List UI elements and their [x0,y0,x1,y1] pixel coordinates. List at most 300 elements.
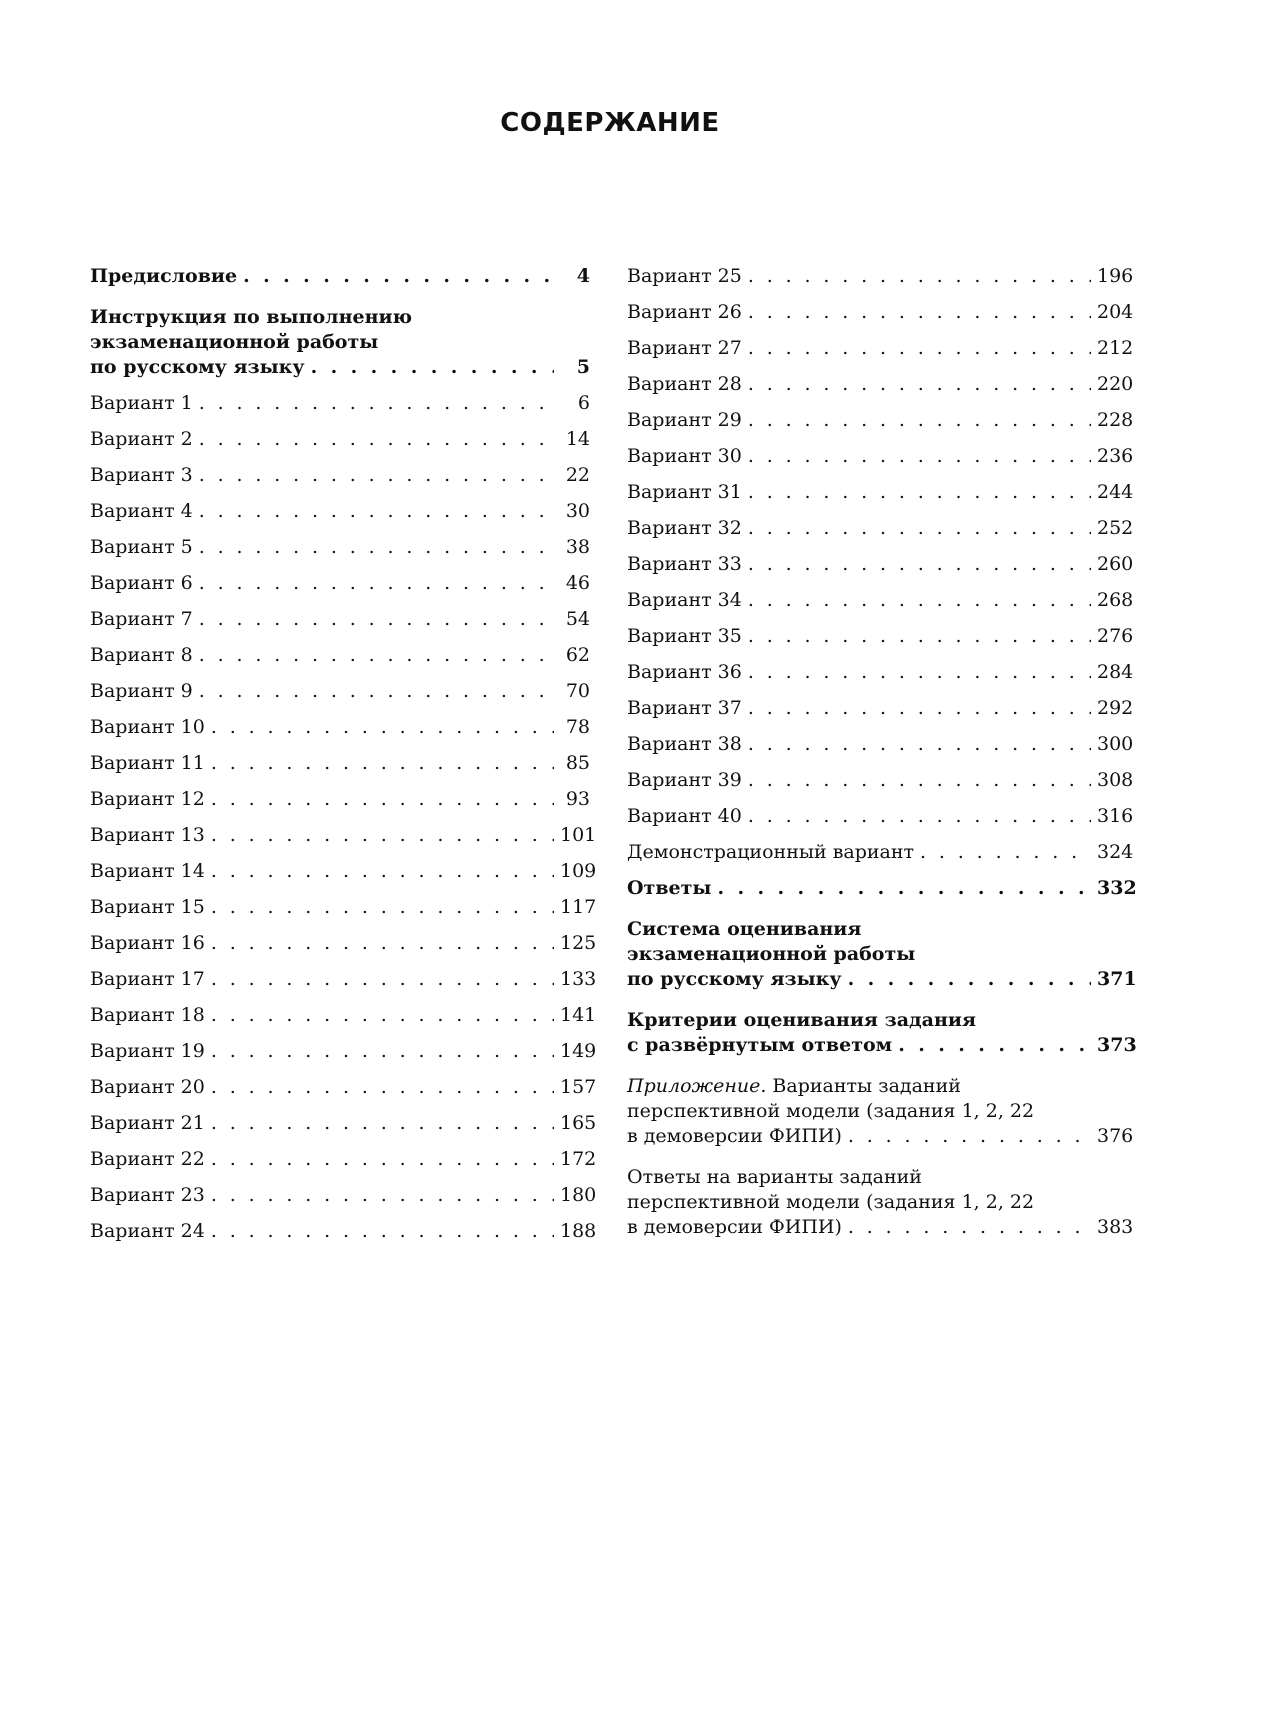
toc-entry-text-part: по русскому языку [627,968,842,990]
toc-entry-last-line [627,624,1134,649]
toc-entry [90,787,590,812]
page-number: 212 [1097,337,1134,359]
toc-entry-text [627,624,742,649]
dot-leader [748,732,1091,757]
dot-leader [199,535,554,560]
toc-entry [627,732,1134,757]
toc-entry-text-part: Вариант 29 [627,409,742,431]
dot-leader [211,967,554,992]
toc-entry-text [90,427,193,452]
toc-entry-last-line [627,480,1134,505]
toc-entry-text [627,804,742,829]
dot-leader [211,787,554,812]
toc-entry [90,1075,597,1100]
dot-leader [748,408,1091,433]
dot-leader [211,1183,554,1208]
page-number: 276 [1097,625,1134,647]
toc-entry-text-part: Вариант 31 [627,481,742,503]
toc-entry-line [627,917,1127,942]
toc-entry-text [627,696,742,721]
dot-leader [243,264,554,289]
toc-entry-text-part: Вариант 14 [90,860,205,882]
toc-entry-text-part: Вариант 26 [627,301,742,323]
toc-entry-text-part: Вариант 17 [90,968,205,990]
dot-leader [199,463,554,488]
page-number: 46 [565,572,590,594]
toc-entry-text-part: Вариант 5 [90,536,193,558]
toc-entry [627,696,1134,721]
dot-leader [211,1039,554,1064]
page-number: 284 [1097,661,1134,683]
toc-entry-text-part: Вариант 20 [90,1076,205,1098]
dot-leader [748,372,1091,397]
dot-leader [199,391,554,416]
toc-entry-text [90,463,193,488]
toc-entry-text-part: Демонстрационный вариант [627,841,915,863]
toc-entry-last-line [90,1183,597,1208]
toc-entry-text-part: Вариант 32 [627,517,742,539]
dot-leader [920,840,1091,865]
page-number: 78 [565,716,590,738]
toc-entry [90,463,590,488]
page-number: 324 [1097,841,1134,863]
dot-leader [211,715,554,740]
dot-leader [199,571,554,596]
toc-entry-text-part: Вариант 18 [90,1004,205,1026]
toc-entry-last-line [627,1033,1137,1058]
dot-leader [748,516,1091,541]
toc-entry-text [90,823,205,848]
toc-entry-text-part: Вариант 3 [90,464,193,486]
toc-entry-text-part: с развёрнутым ответом [627,1034,893,1056]
dot-leader [748,696,1091,721]
toc-entry-text-part: экзаменационной работы [627,943,916,965]
toc-entry-text [90,931,205,956]
toc-entry-text-part: Вариант 13 [90,824,205,846]
dot-leader [311,355,554,380]
dot-leader [848,1124,1091,1149]
toc-entry-text [627,943,915,965]
toc-entry [90,967,597,992]
toc-entry-text [627,1033,892,1058]
toc-entry-text-part: Ответы на варианты заданий [627,1166,922,1188]
toc-entry-text [627,918,861,940]
toc-entry-last-line [627,516,1134,541]
toc-entry-text [90,1111,205,1136]
toc-entry [90,427,590,452]
toc-entry-text [627,516,742,541]
toc-entry [627,300,1134,325]
toc-entry [627,1008,1137,1058]
toc-entry [90,535,590,560]
page-number: 109 [560,860,597,882]
page-number: 268 [1097,589,1134,611]
toc-entry-text [627,372,742,397]
toc-entry [627,660,1134,685]
toc-entry-text-part: Вариант 6 [90,572,193,594]
dot-leader [211,895,554,920]
dot-leader [211,1003,554,1028]
dot-leader [211,1147,554,1172]
toc-entry-text-part: Вариант 39 [627,769,742,791]
page-number: 101 [560,824,597,846]
toc-entry-text [90,499,193,524]
toc-entry-line [627,1099,1127,1124]
dot-leader [748,588,1091,613]
toc-entry-text [90,1219,205,1244]
toc-entry-text-part: Вариант 2 [90,428,193,450]
toc-entry-text-part: Вариант 28 [627,373,742,395]
dot-leader [748,264,1091,289]
toc-entry-last-line [627,840,1134,865]
toc-entry-last-line [90,931,597,956]
toc-entry-text [90,306,412,328]
dot-leader [199,607,554,632]
toc-entry-text [90,1075,205,1100]
toc-entry-text [627,408,742,433]
toc-entry-last-line [90,264,590,289]
toc-entry-text-part: Вариант 4 [90,500,193,522]
page-number: 220 [1097,373,1134,395]
toc-entry-text-part: Инструкция по выполнению [90,306,413,328]
toc-entry-last-line [90,1039,597,1064]
toc-entry [627,408,1134,433]
toc-entry [90,499,590,524]
dot-leader [211,1111,554,1136]
toc-entry-text-part: Предисловие [90,265,238,287]
page-number: 180 [560,1184,597,1206]
toc-entry-text [627,660,742,685]
toc-entry-text-part: Вариант 16 [90,932,205,954]
toc-entry-text [90,643,193,668]
toc-entry [90,571,590,596]
toc-entry-line [627,1165,1127,1190]
toc-entry-text [627,336,742,361]
toc-entry [90,1039,597,1064]
toc-entry [627,372,1134,397]
toc-entry-line [627,942,1127,967]
toc-entry-line [627,1074,1127,1099]
toc-entry [627,917,1137,992]
dot-leader [748,660,1091,685]
page-number: 125 [560,932,597,954]
toc-entry [627,588,1134,613]
page-number: 70 [565,680,590,702]
toc-entry-text [627,480,742,505]
toc-entry-text-part: Вариант 23 [90,1184,205,1206]
dot-leader [748,552,1091,577]
toc-entry-text-part: в демоверсии ФИПИ) [627,1216,842,1238]
toc-entry-last-line [627,876,1137,901]
toc-entry [627,552,1134,577]
toc-entry-text-part: Вариант 33 [627,553,742,575]
page-number: 85 [565,752,590,774]
page-number: 141 [560,1004,597,1026]
toc-entry-last-line [90,535,590,560]
page-number: 316 [1097,805,1134,827]
toc-entry-text [90,679,193,704]
page-number: 93 [565,788,590,810]
dot-leader [199,427,554,452]
toc-entry-text [627,1191,1034,1213]
toc-entry-last-line [90,1111,597,1136]
toc-entry-last-line [90,1219,597,1244]
page-number: 157 [560,1076,597,1098]
toc-entry-text [627,300,742,325]
toc-entry [90,643,590,668]
toc-entry-last-line [90,1003,597,1028]
toc-entry-last-line [627,372,1134,397]
dot-leader [211,859,554,884]
toc-entry [90,859,597,884]
dot-leader [848,1215,1091,1240]
toc-entry-text-part: Вариант 30 [627,445,742,467]
page-number: 133 [560,968,597,990]
page-number: 188 [560,1220,597,1242]
toc-entry-text [90,1147,205,1172]
toc-entry-last-line [627,552,1134,577]
toc-entry-text-part: Вариант 35 [627,625,742,647]
toc-entry-last-line [627,336,1134,361]
page-number: 38 [565,536,590,558]
dot-leader [748,624,1091,649]
toc-entry-last-line [627,264,1134,289]
toc-entry-text-part: Вариант 10 [90,716,205,738]
toc-entry-last-line [90,607,590,632]
toc-entry-text [627,264,742,289]
toc-entry-last-line [627,300,1134,325]
page-number: 371 [1097,968,1137,990]
toc-entry-text [90,715,205,740]
toc-entry-text-part: перспективной модели (задания 1, 2, 22 [627,1191,1035,1213]
toc-entry-line [90,330,590,355]
toc-entry-text [627,1075,961,1097]
page-number: 376 [1097,1125,1134,1147]
toc-entry-text-part: Вариант 1 [90,392,193,414]
toc-entry-text [627,876,711,901]
toc-entry-text [90,264,237,289]
page-number: 196 [1097,265,1134,287]
toc-entry [90,305,590,380]
toc-entry-last-line [90,679,590,704]
toc-entry-last-line [90,463,590,488]
toc-entry-last-line [627,1124,1134,1149]
dot-leader [848,967,1091,992]
toc-entry-italic-lead: Приложение [627,1075,761,1097]
toc-entry-last-line [90,823,597,848]
toc-entry [90,1147,597,1172]
toc-entry-text [627,552,742,577]
toc-entry-last-line [627,408,1134,433]
toc-entry-text-part: Вариант 27 [627,337,742,359]
page-number: 260 [1097,553,1134,575]
toc-entry [90,751,590,776]
toc-entry-last-line [90,1075,597,1100]
toc-entry [90,1003,597,1028]
toc-entry [627,804,1134,829]
toc-entry-text-part: в демоверсии ФИПИ) [627,1125,842,1147]
toc-entry-last-line [627,967,1137,992]
dot-leader [748,444,1091,469]
toc-entry-text-part: Вариант 25 [627,265,742,287]
toc-entry-last-line [627,444,1134,469]
toc-entry-text-part: Вариант 37 [627,697,742,719]
dot-leader [717,876,1091,901]
dot-leader [748,480,1091,505]
toc-entry-last-line [90,1147,597,1172]
toc-entry [627,336,1134,361]
page-number: 244 [1097,481,1134,503]
dot-leader [199,643,554,668]
page-number: 292 [1097,697,1134,719]
dot-leader [898,1033,1091,1058]
toc-entry [627,1165,1134,1240]
toc-entry-text [90,895,205,920]
page-number: 62 [565,644,590,666]
toc-entry-text [627,768,742,793]
dot-leader [199,679,554,704]
toc-entry-last-line [90,427,590,452]
dot-leader [748,300,1091,325]
toc-entry-text-part: Ответы [627,877,712,899]
toc-entry-text-part: Вариант 38 [627,733,742,755]
toc-entry-last-line [90,643,590,668]
toc-entry-last-line [90,859,597,884]
toc-entry-text-part: Вариант 34 [627,589,742,611]
page-number: 165 [560,1112,597,1134]
toc-entry-text [90,355,305,380]
dot-leader [211,751,554,776]
toc-column-right [627,264,1137,1251]
toc-entry-last-line [627,588,1134,613]
page-number: 236 [1097,445,1134,467]
toc-entry-text [627,1166,922,1188]
toc-entry [90,1111,597,1136]
toc-entry-line [627,1008,1127,1033]
toc-entry-text [90,787,205,812]
toc-entry-text [90,535,193,560]
toc-entry-text [627,1124,842,1149]
toc-entry [627,444,1134,469]
toc-entry-text-part: Вариант 12 [90,788,205,810]
toc-entry-text-part: Система оценивания [627,918,862,940]
page-number: 30 [565,500,590,522]
toc-entry-last-line [90,787,590,812]
toc-entry [627,840,1134,865]
toc-entry-text [627,732,742,757]
toc-entry-text [90,1003,205,1028]
toc-entry-text [90,331,378,353]
page-number: 172 [560,1148,597,1170]
toc-entry-text [90,967,205,992]
page-number: 204 [1097,301,1134,323]
toc-entry-text-part: Вариант 9 [90,680,193,702]
toc-entry-text [627,967,842,992]
toc-entry [90,391,590,416]
toc-entry-text [90,1183,205,1208]
toc-entry-text-part: . Варианты заданий [760,1075,961,1097]
page-number: 149 [560,1040,597,1062]
toc-entry [90,715,590,740]
toc-entry [627,624,1134,649]
toc-entry-last-line [90,571,590,596]
toc-entry-text [627,840,914,865]
toc-entry-line [627,1190,1127,1215]
page-number: 6 [577,392,590,414]
toc-entry-text [90,571,193,596]
toc-entry [90,679,590,704]
toc-entry-last-line [627,732,1134,757]
page-number: 22 [565,464,590,486]
toc-entry-text [627,1215,842,1240]
dot-leader [211,931,554,956]
page-number: 383 [1097,1216,1134,1238]
toc-entry-text-part: экзаменационной работы [90,331,379,353]
dot-leader [199,499,554,524]
toc-column-left [90,264,597,1255]
page-number: 228 [1097,409,1134,431]
toc-entry [90,264,590,289]
page-number: 252 [1097,517,1134,539]
page-number: 54 [565,608,590,630]
toc-entry-last-line [90,499,590,524]
toc-entry-text [627,444,742,469]
toc-entry-text [90,751,205,776]
toc-entry-text-part: Критерии оценивания задания [627,1009,977,1031]
toc-entry-last-line [90,715,590,740]
page-number: 300 [1097,733,1134,755]
toc-entry-text [627,1100,1034,1122]
toc-entry-last-line [627,768,1134,793]
toc-entry [90,931,597,956]
toc-entry [90,823,597,848]
toc-entry [627,1074,1134,1149]
toc-entry-last-line [627,804,1134,829]
dot-leader [211,1075,554,1100]
dot-leader [748,768,1091,793]
toc-entry [90,1219,597,1244]
toc-entry-text [90,391,193,416]
toc-entry [90,895,597,920]
toc-entry-text-part: Вариант 36 [627,661,742,683]
toc-entry [90,607,590,632]
toc-entry-text-part: Вариант 7 [90,608,193,630]
toc-entry-last-line [627,660,1134,685]
toc-entry-text [627,588,742,613]
toc-entry-text [90,859,205,884]
toc-entry [627,768,1134,793]
toc-entry-text [90,1039,205,1064]
toc-entry [90,1183,597,1208]
toc-entry-text-part: Вариант 11 [90,752,205,774]
toc-entry-text-part: по русскому языку [90,356,305,378]
toc-entry-text-part: Вариант 40 [627,805,742,827]
toc-entry-text-part: Вариант 8 [90,644,193,666]
dot-leader [748,804,1091,829]
page-number: 4 [576,265,590,287]
toc-entry-last-line [90,895,597,920]
page-number: 308 [1097,769,1134,791]
dot-leader [211,1219,554,1244]
dot-leader [211,823,554,848]
toc-entry-text-part: Вариант 22 [90,1148,205,1170]
toc-entry [627,264,1134,289]
toc-entry [627,516,1134,541]
page-number: 14 [565,428,590,450]
page-number: 373 [1097,1034,1137,1056]
page-number: 332 [1097,877,1137,899]
toc-entry-last-line [90,355,590,380]
